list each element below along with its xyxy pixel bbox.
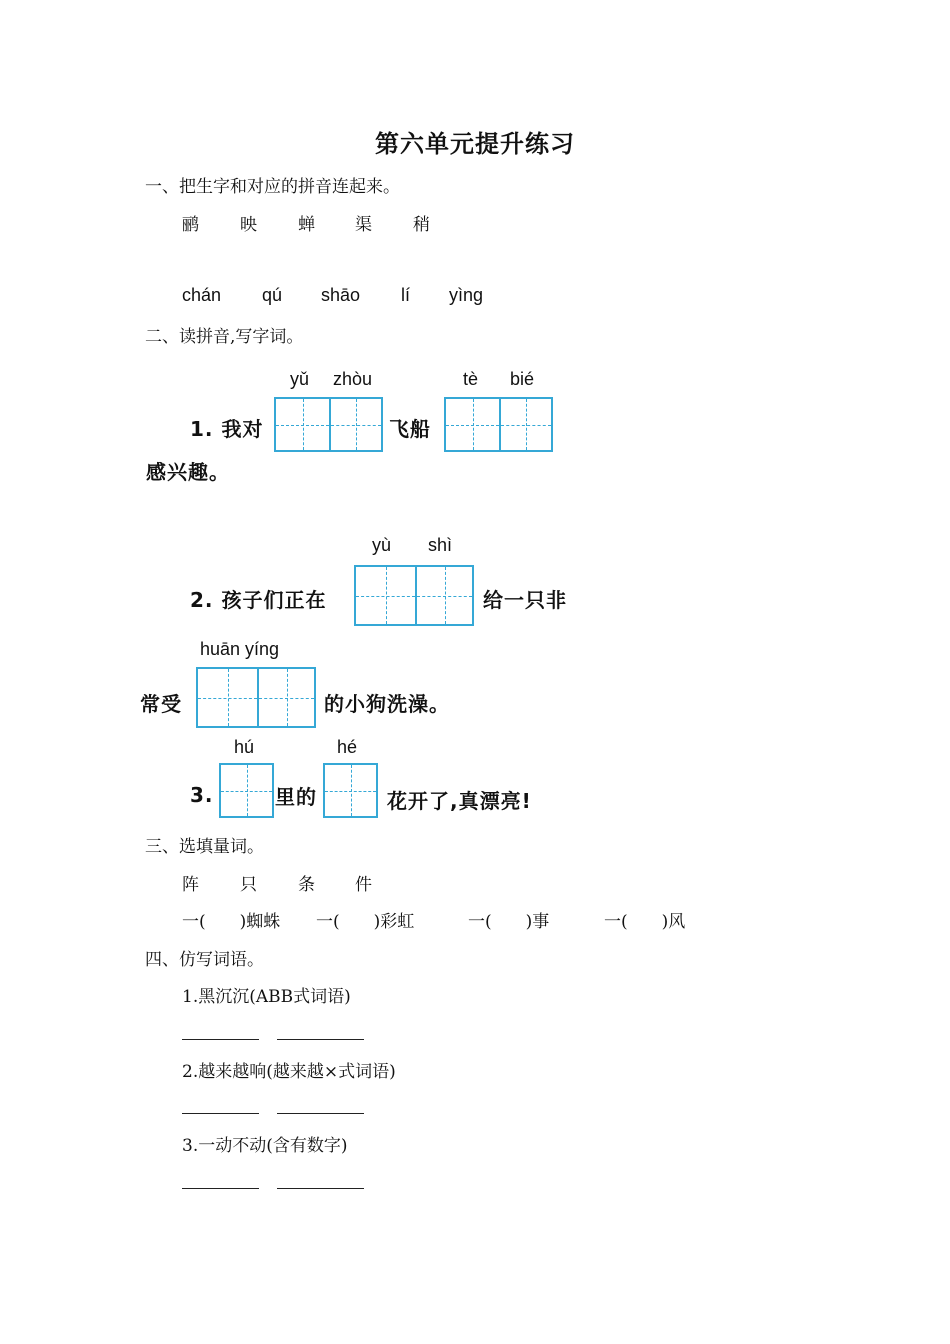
answer-line[interactable] (277, 1188, 364, 1189)
pinyin-item: shāo (321, 285, 361, 305)
option-item: 件 (355, 875, 372, 895)
char-item: 鹂 (182, 215, 199, 235)
question-2-middle: 给一只非 (483, 588, 567, 612)
question-3-middle: 里的 (275, 785, 317, 809)
question-3-prefix: 3. (190, 783, 214, 807)
writing-cell[interactable] (221, 765, 272, 816)
writing-cell[interactable] (446, 399, 499, 450)
pinyin-label: tè (463, 369, 479, 389)
pinyin-item: yìng (449, 285, 484, 305)
char-item: 稍 (413, 215, 430, 235)
question-1-middle: 飞船 (389, 417, 431, 441)
question-3-suffix: 花开了,真漂亮! (387, 789, 532, 813)
pinyin-label: shì (428, 535, 453, 555)
writing-cell[interactable] (325, 765, 376, 816)
section-1-heading: 一、把生字和对应的拼音连起来。 (145, 177, 400, 197)
answer-line[interactable] (277, 1113, 364, 1114)
pinyin-label: yù (372, 535, 392, 555)
writing-cell[interactable] (257, 669, 314, 726)
char-item: 蝉 (298, 215, 315, 235)
answer-line[interactable] (182, 1113, 259, 1114)
pinyin-label: hé (337, 737, 358, 757)
writing-cell[interactable] (356, 567, 415, 624)
writing-grid[interactable] (323, 763, 378, 818)
section-4-heading: 四、仿写词语。 (145, 950, 264, 970)
writing-cell[interactable] (276, 399, 329, 450)
section-3-heading: 三、选填量词。 (145, 837, 264, 857)
pinyin-label: huān yíng (200, 639, 280, 659)
fill-blank-item[interactable]: 一( )蜘蛛 (182, 912, 281, 932)
pinyin-label: hú (234, 737, 255, 757)
answer-line[interactable] (182, 1039, 259, 1040)
option-item: 条 (298, 875, 315, 895)
imitation-item: 3.一动不动(含有数字) (182, 1136, 348, 1156)
question-2-line2-prefix: 常受 (140, 692, 182, 716)
pinyin-item: lí (401, 285, 410, 305)
pinyin-item: chán (182, 285, 222, 305)
writing-grid[interactable] (274, 397, 383, 452)
option-item: 只 (240, 875, 257, 895)
pinyin-label: zhòu (333, 369, 373, 389)
fill-blank-item[interactable]: 一( )彩虹 (316, 912, 415, 932)
fill-blank-item[interactable]: 一( )事 (468, 912, 550, 932)
writing-grid[interactable] (219, 763, 274, 818)
writing-cell[interactable] (415, 567, 472, 624)
char-item: 映 (240, 215, 257, 235)
imitation-item: 1.黑沉沉(ABB式词语) (182, 987, 351, 1007)
writing-grid[interactable] (444, 397, 553, 452)
writing-cell[interactable] (198, 669, 257, 726)
pinyin-label: bié (510, 369, 535, 389)
question-1-prefix: 1. 我对 (190, 417, 264, 441)
question-2-prefix: 2. 孩子们正在 (190, 588, 327, 612)
answer-line[interactable] (182, 1188, 259, 1189)
writing-cell[interactable] (499, 399, 551, 450)
question-1-suffix: 感兴趣。 (146, 460, 230, 484)
page-title: 第六单元提升练习 (375, 129, 575, 158)
question-2-suffix: 的小狗洗澡。 (324, 692, 450, 716)
option-item: 阵 (182, 875, 199, 895)
char-item: 渠 (355, 215, 372, 235)
writing-cell[interactable] (329, 399, 381, 450)
writing-grid[interactable] (354, 565, 474, 626)
pinyin-label: yǔ (290, 369, 310, 389)
pinyin-item: qú (262, 285, 283, 305)
section-2-heading: 二、读拼音,写字词。 (145, 327, 304, 347)
answer-line[interactable] (277, 1039, 364, 1040)
fill-blank-item[interactable]: 一( )风 (604, 912, 686, 932)
imitation-item: 2.越来越响(越来越×式词语) (182, 1062, 396, 1082)
writing-grid[interactable] (196, 667, 316, 728)
